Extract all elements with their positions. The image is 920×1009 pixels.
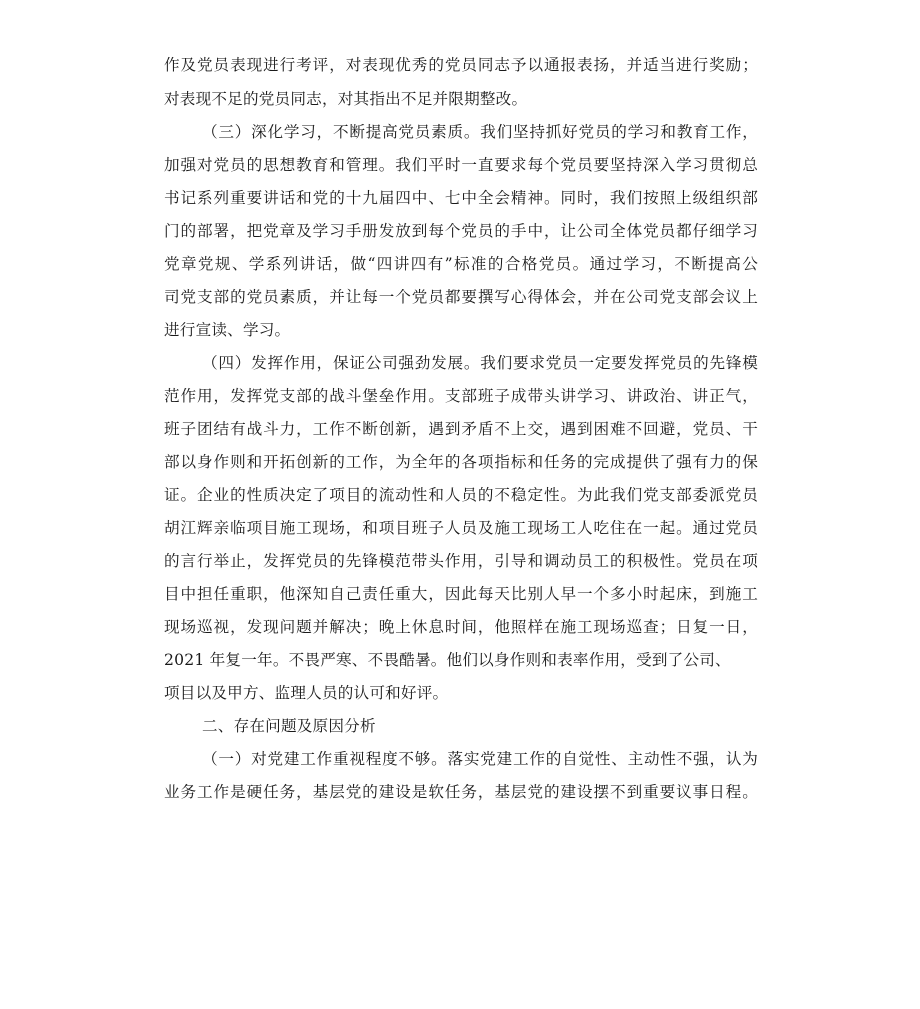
paragraph-line: 的言行举止，发挥党员的先锋模范带头作用，引导和调动员工的积极性。党员在项 [164,552,758,570]
paragraph-line: （四）发挥作用，保证公司强劲发展。我们要求党员一定要发挥党员的先锋模 [202,354,758,372]
section-heading: 二、存在问题及原因分析 [202,717,376,735]
paragraph-line: 范作用，发挥党支部的战斗堡垒作用。支部班子成带头讲学习、讲政治、讲正气， [164,387,758,405]
paragraph-line: 胡江辉亲临项目施工现场，和项目班子人员及施工现场工人吃住在一起。通过党员 [164,519,758,537]
paragraph-line: 门的部署，把党章及学习手册发放到每个党员的手中，让公司全体党员都仔细学习 [164,222,758,240]
paragraph-line: 党章党规、学系列讲话，做“四讲四有”标准的合格党员。通过学习，不断提高公 [164,255,758,273]
paragraph-line: 司党支部的党员素质，并让每一个党员都要撰写心得体会，并在公司党支部会议上 [164,288,758,306]
paragraph-line: 业务工作是硬任务，基层党的建设是软任务，基层党的建设摆不到重要议事日程。 [164,783,758,801]
paragraph-line: 项目以及甲方、监理人员的认可和好评。 [164,684,449,702]
paragraph-line: 部以身作则和开拓创新的工作，为全年的各项指标和任务的完成提供了强有力的保 [164,453,758,471]
paragraph-line: （一）对党建工作重视程度不够。落实党建工作的自觉性、主动性不强，认为 [202,750,758,768]
paragraph-line: 进行宣读、学习。 [164,321,291,339]
paragraph-line: 班子团结有战斗力，工作不断创新，遇到矛盾不上交，遇到困难不回避，党员、干 [164,420,758,438]
paragraph-line: 作及党员表现进行考评，对表现优秀的党员同志予以通报表扬，并适当进行奖励； [164,56,758,74]
paragraph-line: （三）深化学习，不断提高党员素质。我们坚持抓好党员的学习和教育工作， [202,123,758,141]
paragraph-line: 书记系列重要讲话和党的十九届四中、七中全会精神。同时，我们按照上级组织部 [164,189,758,207]
paragraph-line: 加强对党员的思想教育和管理。我们平时一直要求每个党员要坚持深入学习贯彻总 [164,156,758,174]
paragraph-line: 现场巡视，发现问题并解决；晚上休息时间，他照样在施工现场巡查；日复一日， [164,618,758,636]
paragraph-line: 证。企业的性质决定了项目的流动性和人员的不稳定性。为此我们党支部委派党员 [164,486,758,504]
paragraph-line: 对表现不足的党员同志，对其指出不足并限期整改。 [164,90,528,108]
paragraph-line: 目中担任重职，他深知自己责任重大，因此每天比别人早一个多小时起床，到施工 [164,585,758,603]
paragraph-line: 2021 年复一年。不畏严寒、不畏酷暑。他们以身作则和表率作用，受到了公司、 [164,651,731,669]
